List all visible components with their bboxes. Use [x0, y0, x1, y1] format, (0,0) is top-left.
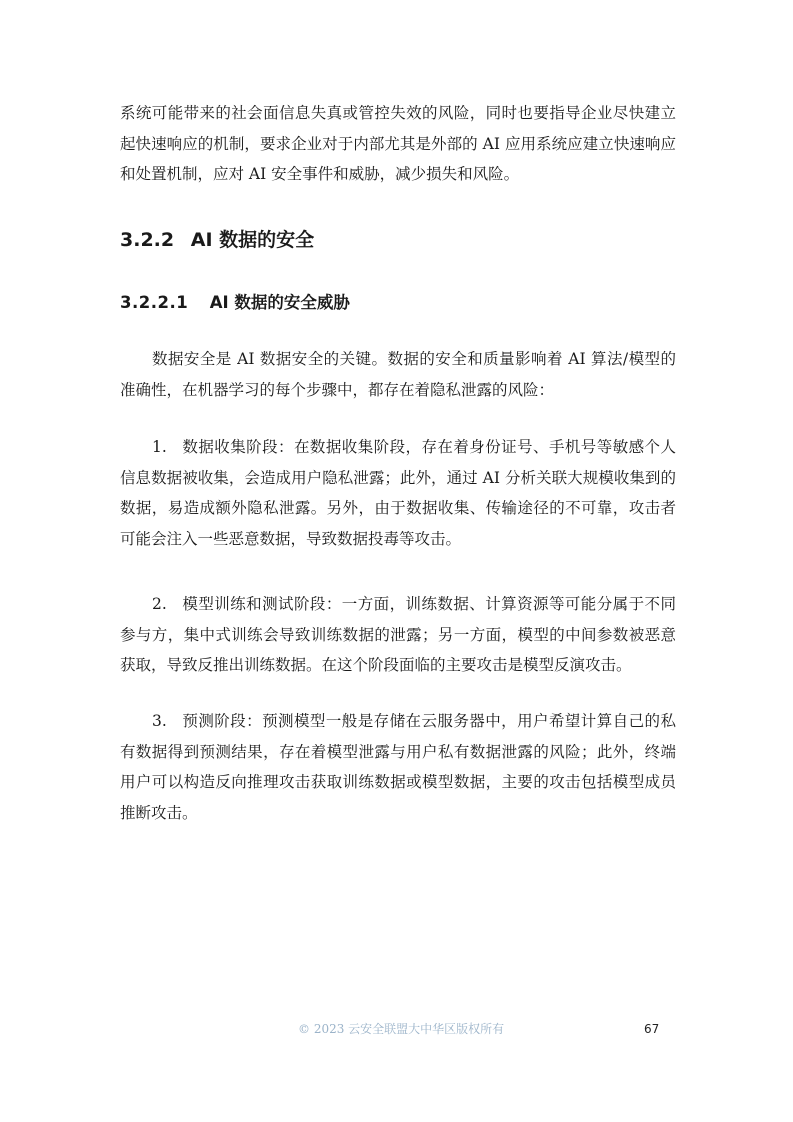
list-item-text: 模型训练和测试阶段：一方面，训练数据、计算资源等可能分属于不同参与方，集中式训练会导致训练数据的泄露；另一方面，模型的中间参数被恶意获取，导致反推出训练数据。在这个阶段面临的主要攻击是模型反演攻击。 — [120, 595, 676, 674]
section-heading — [120, 225, 314, 255]
copyright-notice: © 2023 云安全联盟大中华区版权所有 — [298, 1022, 505, 1036]
list-item-number: 1. — [152, 438, 167, 456]
subsection-number: 3.2.2.1 — [120, 293, 189, 312]
section-number: 3.2.2 — [120, 229, 175, 251]
list-item-text: 预测阶段：预测模型一般是存储在云服务器中，用户希望计算自己的私有数据得到预测结果，存在着模型泄露与用户私有数据泄露的风险；此外，终端用户可以构造反向推理攻击获取训练数据或模型数据，主要的攻击包括模型成员推断攻击。 — [120, 712, 676, 822]
list-item-text: 数据收集阶段：在数据收集阶段，存在着身份证号、手机号等敏感个人信息数据被收集，会造成用户隐私泄露；此外，通过 AI 分析关联大规模收集到的数据，易造成额外隐私泄露。另外，由于数据收集、传输途径的不可靠，攻击者可能会注入一些恶意数据，导致数据投毒等攻击。 — [120, 438, 676, 548]
section-title: AI 数据的安全 — [190, 229, 315, 251]
list-item-number: 3. — [152, 712, 167, 730]
list-item — [120, 432, 676, 554]
list-item-number: 2. — [152, 595, 167, 613]
subsection-title: AI 数据的安全威胁 — [209, 293, 350, 312]
lead-paragraph: 数据安全是 AI 数据安全的关键。数据的安全和质量影响着 AI 算法/模型的准确性，在机器学习的每个步骤中，都存在着隐私泄露的风险： — [120, 350, 676, 399]
intro-paragraph: 系统可能带来的社会面信息失真或管控失效的风险，同时也要指导企业尽快建立起快速响应的机制，要求企业对于内部尤其是外部的 AI 应用系统应建立快速响应和处置机制，应对 AI 安全事件和威胁，减少损失和风险。 — [120, 104, 676, 183]
list-item — [120, 706, 676, 828]
page-number: 67 — [644, 1022, 660, 1036]
subsection-heading — [120, 288, 350, 318]
list-item — [120, 589, 676, 681]
